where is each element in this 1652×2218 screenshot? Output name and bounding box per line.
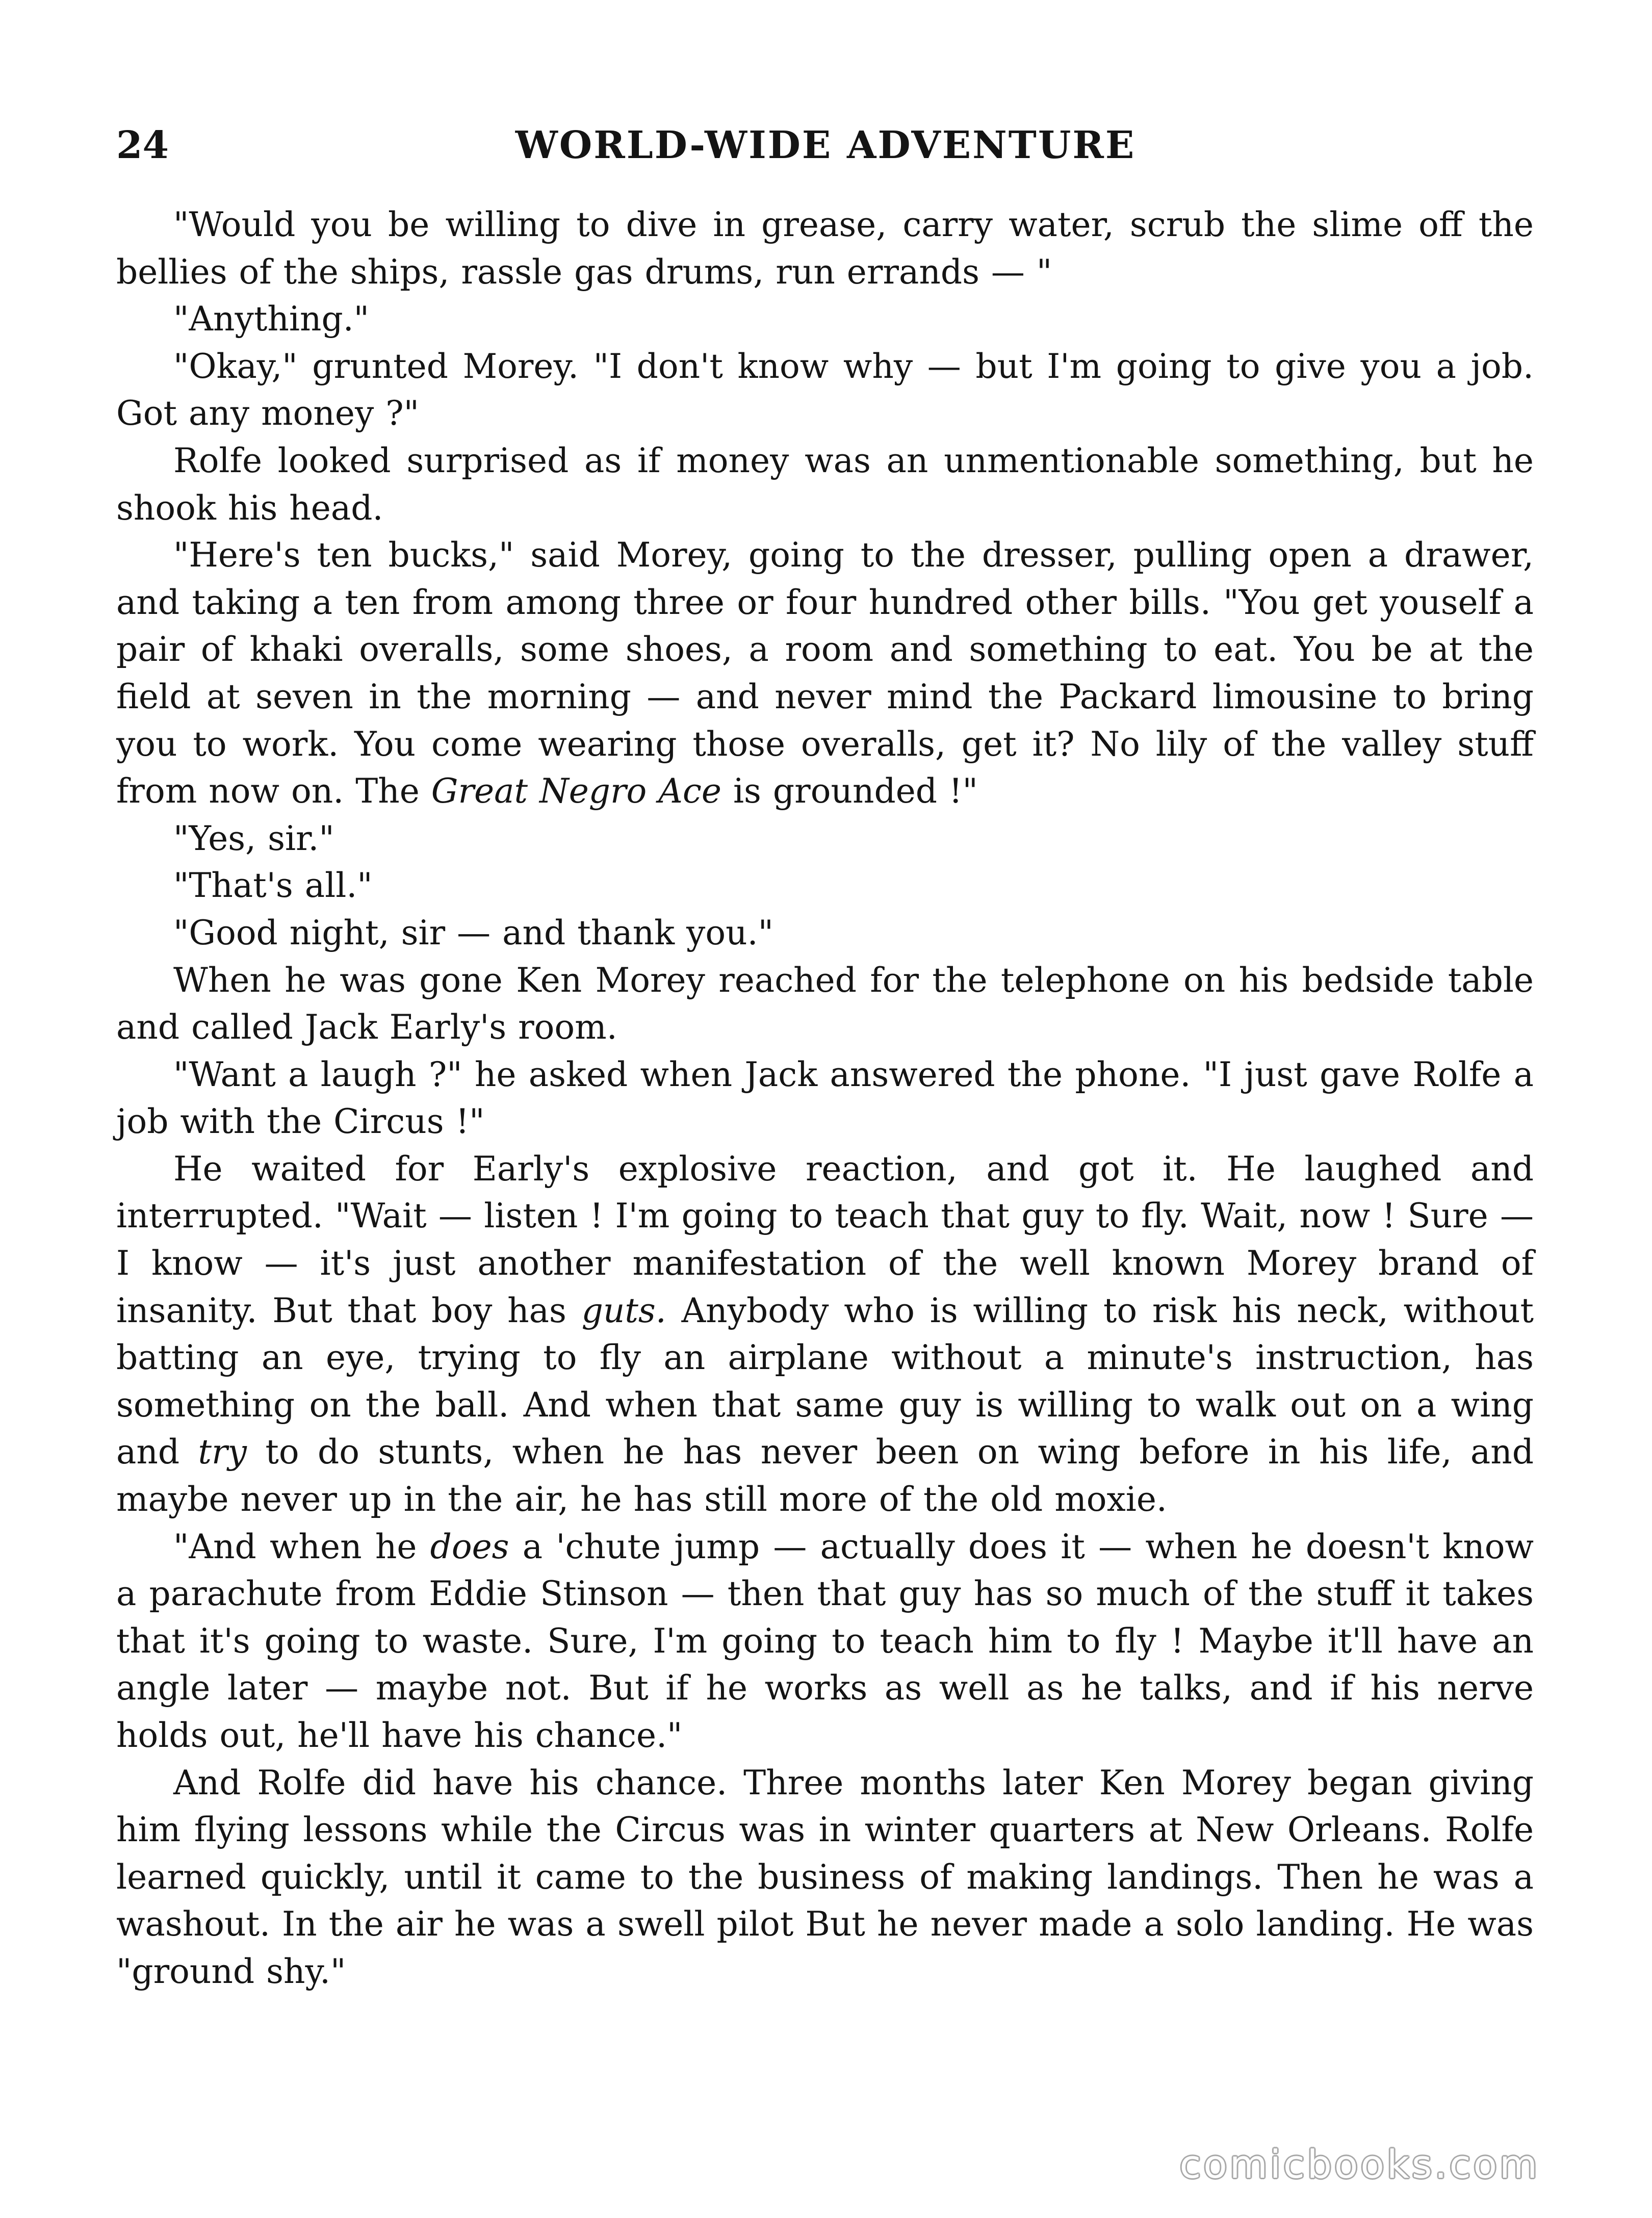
page-number: 24 <box>116 123 169 167</box>
paragraph <box>116 437 1534 532</box>
text-run: When he was gone Ken Morey reached for the telephone on his bedside table and called Jack Early's room. <box>116 960 1534 1047</box>
text-run: "Okay," grunted Morey. "I don't know why — but I'm going to give you a job. Got any money ?" <box>116 346 1534 433</box>
text-run: "Anything." <box>173 299 370 339</box>
paragraph <box>116 296 1534 343</box>
text-run: "Good night, sir — and thank you." <box>173 913 773 952</box>
paragraph <box>116 201 1534 296</box>
italic-text: try <box>198 1432 247 1472</box>
text-run: "And when he <box>173 1527 430 1566</box>
paragraph <box>116 343 1534 437</box>
page-header <box>116 120 1535 171</box>
paragraph <box>116 1146 1534 1524</box>
paragraph <box>116 1051 1534 1146</box>
paragraph <box>116 1524 1534 1760</box>
watermark-logo: comicbooks.com <box>1179 2142 1540 2187</box>
paragraph <box>116 532 1534 815</box>
text-run: "That's all." <box>173 866 373 906</box>
text-run: Rolfe looked surprised as if money was an unmentionable something, but he shook his head. <box>116 441 1534 528</box>
text-run: "Would you be willing to dive in grease, carry water, scrub the slime off the bellies of the ships, rassle gas drums, run errands — " <box>116 205 1534 292</box>
text-run: to do stunts, when he has never been on wing before in his life, and maybe never up in the air, he has still more of the old moxie. <box>116 1432 1534 1519</box>
text-run: He waited for Early's explosive reaction, and got it. He laughed and interrupted. "Wait — listen ! I'm going to teach that guy to fly. Wait, now ! Sure — I know — it's just another manifestation of the well known Morey brand of insanity. But that boy has <box>116 1149 1534 1330</box>
paragraph <box>116 862 1534 910</box>
italic-text: guts. <box>581 1291 666 1330</box>
running-head: WORLD-WIDE ADVENTURE <box>515 123 1136 167</box>
text-run: "Here's ten bucks," said Morey, going to the dresser, pulling open a drawer, and taking a ten from among three or four hundred other bills. "You get youself a pair of khaki overalls, some shoes, a room and something to eat. You be at the field at seven in the morning — and never mind the Packard limousine to bring you to work. You come wearing those overalls, get it? No lily of the valley stuff from now on. The <box>116 535 1534 811</box>
body-text <box>116 201 1534 1996</box>
text-run: "Want a laugh ?" he asked when Jack answered the phone. "I just gave Rolfe a job with the Circus !" <box>116 1054 1534 1142</box>
italic-text: does <box>430 1527 509 1566</box>
text-run: a 'chute jump — actually does it — when he doesn't know a parachute from Eddie Stinson — then that guy has so much of the stuff it takes that it's going to waste. Sure, I'm going to teach him to fly ! Maybe it'll have an angle later — maybe not. But if he works as well as he talks, and if his nerve holds out, he'll have his chance." <box>116 1527 1534 1755</box>
text-run: And Rolfe did have his chance. Three months later Ken Morey began giving him flying lessons while the Circus was in winter quarters at New Orleans. Rolfe learned quickly, until it came to the business of making landings. Then he was a washout. In the air he was a swell pilot But he never made a solo landing. He was "ground shy." <box>116 1763 1534 1991</box>
text-run: "Yes, sir." <box>173 818 334 858</box>
paragraph <box>116 1760 1534 1996</box>
text-run: is grounded !" <box>721 771 978 811</box>
text-run: Anybody who is willing to risk his neck, without batting an eye, trying to fly an airplane without a minute's instruction, has something on the ball. And when that same guy is willing to walk out on a wing and <box>116 1291 1534 1472</box>
paragraph <box>116 957 1534 1051</box>
italic-text: Great Negro Ace <box>431 771 721 811</box>
paragraph <box>116 910 1534 957</box>
paragraph <box>116 815 1534 863</box>
